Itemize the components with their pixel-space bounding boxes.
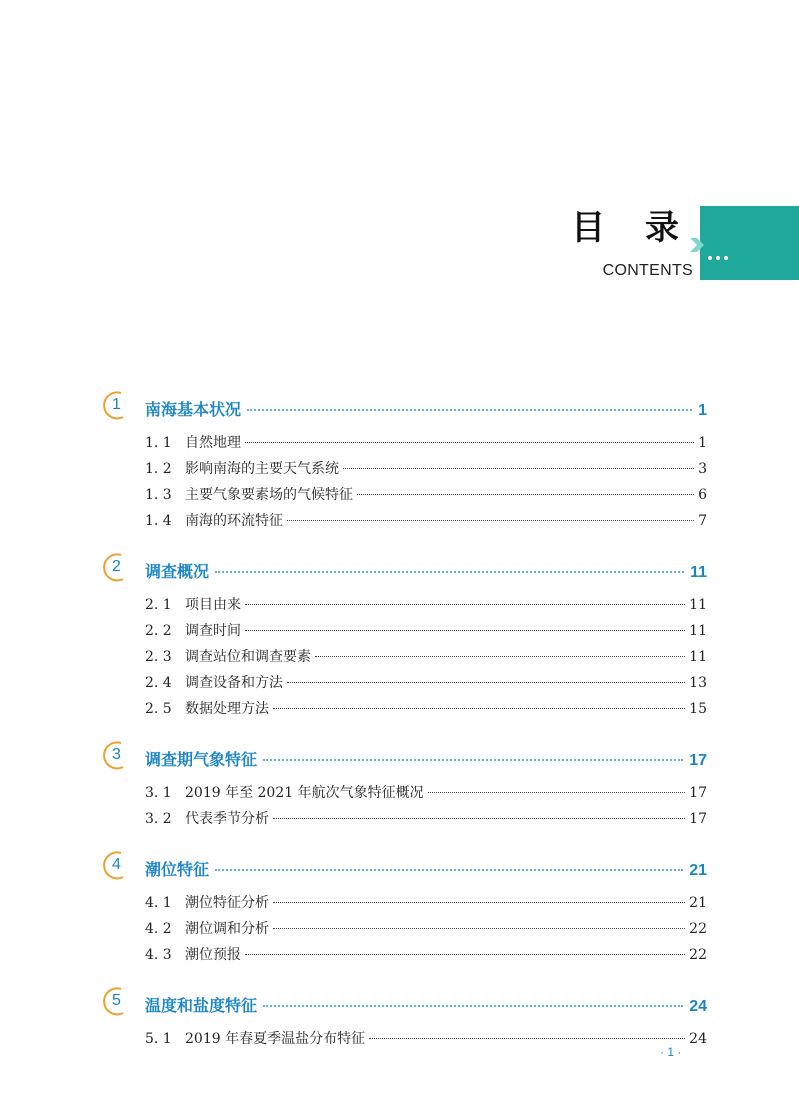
section-title: 南海的环流特征	[185, 513, 283, 529]
dot-leader	[245, 604, 685, 605]
section-page: 15	[689, 701, 707, 717]
chapter-title: 潮位特征	[145, 862, 210, 879]
chapter-number-badge	[101, 986, 131, 1016]
dot-leader	[273, 708, 685, 709]
section-title: 自然地理	[185, 435, 241, 451]
section-page: 21	[689, 895, 707, 911]
section-entry[interactable]	[145, 672, 707, 698]
dot-leader	[343, 468, 694, 469]
section-number: 1. 3	[145, 487, 172, 503]
section-title: 项目由来	[185, 597, 241, 613]
section-page: 22	[689, 947, 707, 963]
section-page: 24	[689, 1031, 707, 1047]
dot-leader	[357, 494, 694, 495]
chapter-number-badge	[101, 552, 131, 582]
section-number: 3. 2	[145, 811, 172, 827]
section-page: 17	[689, 811, 707, 827]
dot-leader	[287, 520, 694, 521]
section-number: 2. 2	[145, 623, 172, 639]
chapter-entry[interactable]	[0, 984, 799, 1022]
section-entry[interactable]	[145, 1028, 707, 1054]
section-title: 数据处理方法	[185, 701, 269, 717]
section-title: 潮位预报	[185, 947, 241, 963]
section-entry[interactable]	[145, 458, 707, 484]
section-page: 11	[689, 649, 707, 665]
section-title: 影响南海的主要天气系统	[185, 461, 339, 477]
section-entry[interactable]	[145, 782, 707, 808]
chapter-page: 1	[698, 402, 707, 419]
dot-leader	[287, 682, 685, 683]
section-number: 2. 4	[145, 675, 172, 691]
section-number: 2. 1	[145, 597, 172, 613]
chapter-title: 调查期气象特征	[145, 752, 258, 769]
header	[0, 0, 799, 300]
chapter-number-badge	[101, 850, 131, 880]
dot-leader	[273, 928, 685, 929]
section-number: 4. 2	[145, 921, 172, 937]
dot-leader	[428, 792, 686, 793]
section-page: 7	[698, 513, 707, 529]
section-entry[interactable]	[145, 892, 707, 918]
section-title: 2019 年至 2021 年航次气象特征概况	[185, 785, 424, 801]
chapter-page: 17	[689, 752, 707, 769]
section-entry[interactable]	[145, 620, 707, 646]
dot-leader	[263, 1005, 683, 1007]
section-number: 2. 5	[145, 701, 172, 717]
section-entry[interactable]	[145, 484, 707, 510]
section-title: 调查站位和调查要素	[185, 649, 311, 665]
section-title: 调查时间	[185, 623, 241, 639]
chapter-entry[interactable]	[0, 848, 799, 886]
table-of-contents	[0, 388, 799, 1062]
section-number: 4. 3	[145, 947, 172, 963]
chapter-title: 南海基本状况	[145, 402, 242, 419]
chapter-number: 3	[112, 746, 121, 763]
section-page: 11	[689, 623, 707, 639]
section-entry[interactable]	[145, 944, 707, 970]
section-page: 13	[689, 675, 707, 691]
chapter-page: 11	[690, 564, 707, 581]
page-number: · 1 ·	[660, 1045, 682, 1059]
section-number: 5. 1	[145, 1031, 172, 1047]
dot-leader	[245, 954, 685, 955]
dot-leader	[215, 571, 684, 573]
dot-leader	[215, 869, 683, 871]
section-page: 22	[689, 921, 707, 937]
dot-leader	[245, 630, 685, 631]
section-entry[interactable]	[145, 918, 707, 944]
section-page: 1	[698, 435, 707, 451]
section-title: 调查设备和方法	[185, 675, 283, 691]
section-entry[interactable]	[145, 510, 707, 536]
chapter-number: 5	[112, 992, 121, 1009]
chapter-entry[interactable]	[0, 388, 799, 426]
section-page: 11	[689, 597, 707, 613]
chapter-title: 温度和盐度特征	[145, 998, 258, 1015]
chapter-number: 2	[112, 558, 121, 575]
dot-leader	[263, 759, 683, 761]
section-number: 1. 4	[145, 513, 172, 529]
dot-leader	[369, 1038, 685, 1039]
section-number: 3. 1	[145, 785, 172, 801]
page-title: 目 录	[571, 208, 693, 248]
dot-leader	[273, 818, 685, 819]
section-title: 潮位调和分析	[185, 921, 269, 937]
section-entry[interactable]	[145, 432, 707, 458]
accent-block	[700, 206, 799, 280]
section-number: 4. 1	[145, 895, 172, 911]
dots-icon	[708, 245, 732, 264]
section-page: 17	[689, 785, 707, 801]
chapter-page: 21	[689, 862, 707, 879]
section-entry[interactable]	[145, 594, 707, 620]
chapter-page: 24	[689, 998, 707, 1015]
chapter-number-badge	[101, 740, 131, 770]
chapter-entry[interactable]	[0, 550, 799, 588]
section-title: 潮位特征分析	[185, 895, 269, 911]
dot-leader	[315, 656, 685, 657]
page-subtitle: CONTENTS	[602, 262, 693, 279]
section-title: 主要气象要素场的气候特征	[185, 487, 353, 503]
section-page: 3	[698, 461, 707, 477]
section-page: 6	[698, 487, 707, 503]
chapter-title: 调查概况	[145, 564, 210, 581]
chapter-entry[interactable]	[0, 738, 799, 776]
dot-leader	[273, 902, 685, 903]
section-entry[interactable]	[145, 646, 707, 672]
section-number: 1. 2	[145, 461, 172, 477]
dot-leader	[247, 409, 692, 411]
chapter-number: 4	[112, 856, 121, 873]
section-entry[interactable]	[145, 808, 707, 834]
chapter-number: 1	[112, 396, 121, 413]
section-entry[interactable]	[145, 698, 707, 724]
dot-leader	[245, 442, 694, 443]
section-number: 2. 3	[145, 649, 172, 665]
chapter-number-badge	[101, 390, 131, 420]
section-title: 代表季节分析	[185, 811, 269, 827]
section-number: 1. 1	[145, 435, 172, 451]
section-title: 2019 年春夏季温盐分布特征	[185, 1031, 366, 1047]
